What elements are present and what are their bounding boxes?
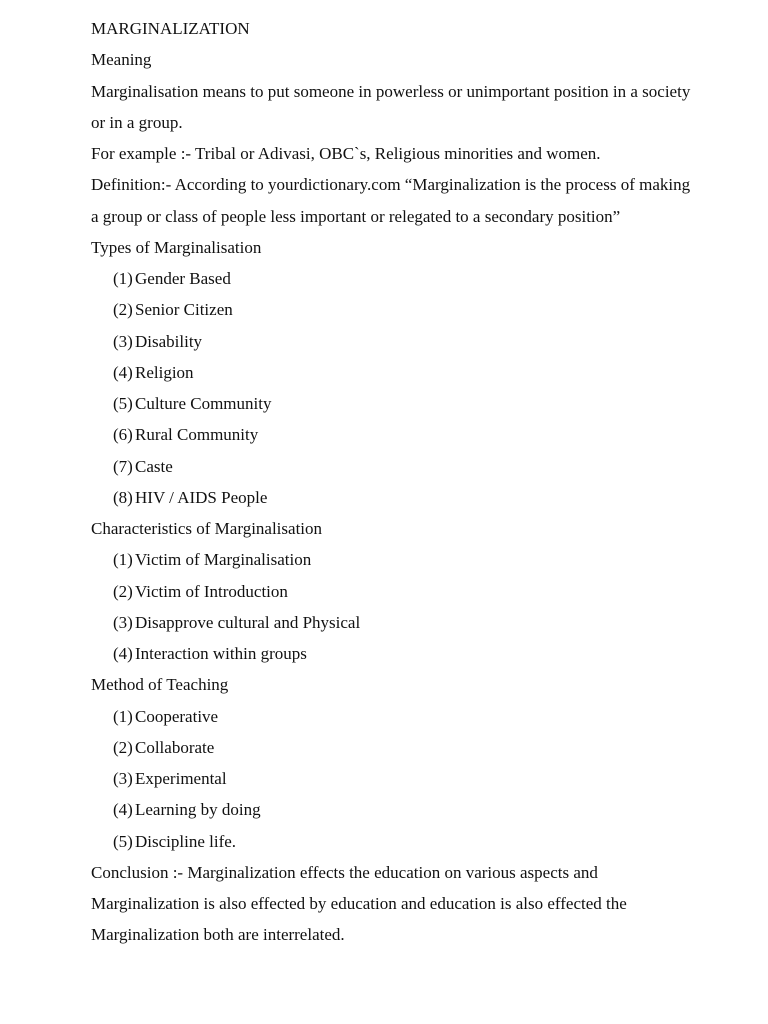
list-item-label: Religion [135, 362, 194, 382]
types-list [91, 263, 691, 513]
list-item [91, 326, 691, 357]
list-item-number: (5) [113, 831, 133, 851]
types-heading: Types of Marginalisation [91, 237, 262, 257]
list-item-label: Senior Citizen [135, 300, 233, 320]
list-item-label: Interaction within groups [135, 644, 307, 663]
list-item-number: (4) [113, 362, 133, 382]
list-item-label: Cooperative [135, 706, 219, 726]
list-item-label: Collaborate [135, 737, 215, 757]
list-item [91, 607, 691, 638]
list-item [91, 482, 691, 513]
list-item-number: (4) [113, 644, 133, 663]
list-item [91, 419, 691, 450]
list-item-label: Rural Community [135, 425, 259, 445]
list-item [91, 544, 691, 575]
list-item [91, 732, 691, 763]
characteristics-heading: Characteristics of Marginalisation [91, 519, 323, 538]
meaning-paragraph: Marginalisation means to put someone in powerless or unimportant position in a society or in a group. [91, 81, 691, 132]
list-item-number: (3) [113, 612, 133, 632]
document-title: MARGINALIZATION [91, 19, 250, 38]
list-item-number: (3) [113, 769, 133, 788]
list-item-number: (8) [113, 487, 133, 507]
list-item-label: Discipline life. [135, 831, 237, 851]
list-item-number: (1) [113, 269, 133, 288]
methods-list [91, 701, 691, 857]
list-item [91, 794, 691, 825]
characteristics-list [91, 544, 691, 669]
list-item [91, 576, 691, 607]
list-item-label: Victim of Marginalisation [135, 550, 312, 570]
list-item-number: (7) [113, 456, 133, 476]
list-item [91, 638, 691, 669]
list-item-label: Caste [135, 456, 173, 476]
list-item-label: Learning by doing [135, 800, 261, 820]
list-item-label: Disability [135, 331, 203, 351]
list-item-label: Gender Based [135, 269, 231, 288]
list-item-number: (2) [113, 737, 133, 757]
list-item [91, 826, 691, 857]
document-page [91, 13, 691, 951]
list-item-number: (1) [113, 706, 133, 726]
conclusion-paragraph: Conclusion :- Marginalization effects the education on various aspects and Marginalization is also effected by education and education is also effected the Marginalization both are interrelated. [91, 862, 627, 945]
list-item-number: (3) [113, 331, 133, 351]
list-item [91, 294, 691, 325]
example-paragraph: For example :- Tribal or Adivasi, OBC`s, Religious minorities and women. [91, 144, 601, 163]
definition-paragraph: Definition:- According to yourdictionary.com “Marginalization is the process of making a group or class of people less important or relegated to a secondary position” [91, 175, 691, 226]
list-item [91, 357, 691, 388]
list-item-label: HIV / AIDS People [135, 487, 268, 507]
list-item-number: (4) [113, 800, 133, 820]
list-item-label: Experimental [135, 769, 227, 788]
list-item-number: (2) [113, 300, 133, 320]
list-item [91, 763, 691, 794]
list-item-label: Victim of Introduction [135, 581, 288, 601]
list-item-number: (5) [113, 394, 133, 413]
list-item-label: Culture Community [135, 394, 272, 413]
list-item [91, 451, 691, 482]
list-item-label: Disapprove cultural and Physical [135, 612, 361, 632]
list-item-number: (6) [113, 425, 133, 445]
meaning-heading: Meaning [91, 50, 152, 70]
list-item [91, 263, 691, 294]
methods-heading: Method of Teaching [91, 675, 229, 695]
list-item [91, 701, 691, 732]
list-item-number: (1) [113, 550, 133, 570]
list-item [91, 388, 691, 419]
list-item-number: (2) [113, 581, 133, 601]
